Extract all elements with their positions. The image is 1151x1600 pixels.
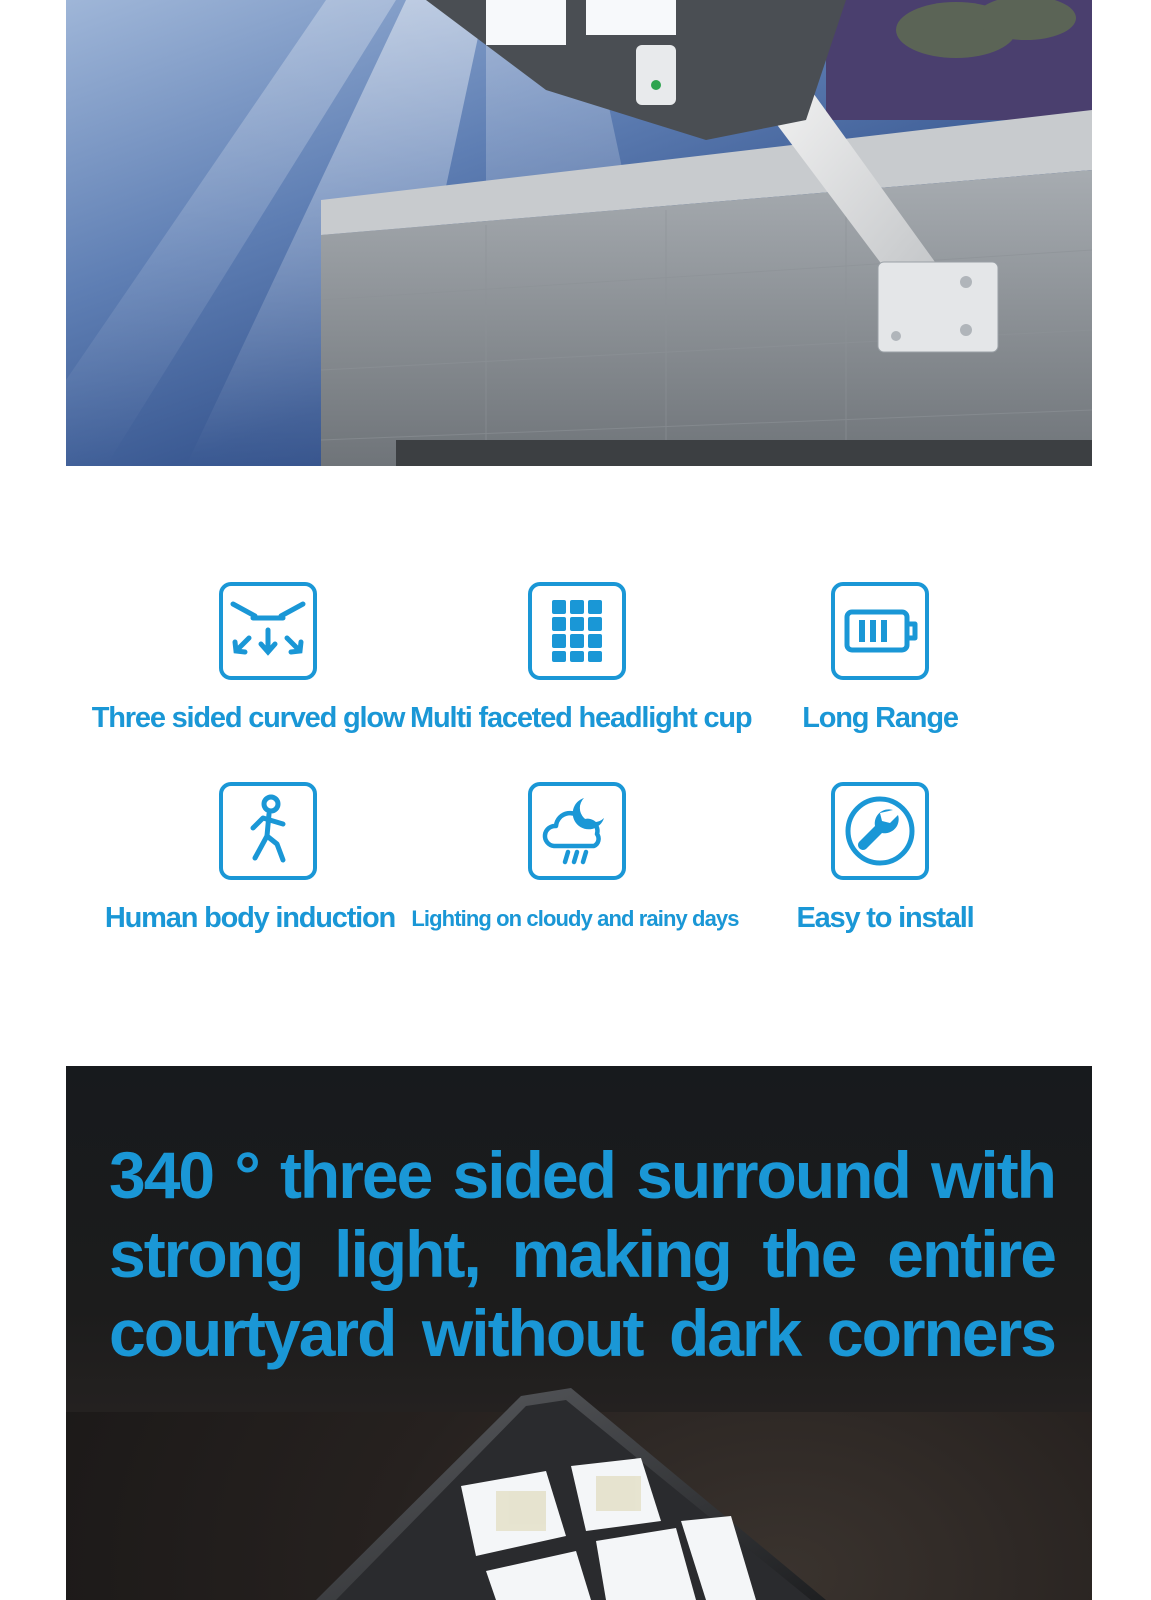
feature-label: Lighting on cloudy and rainy days	[411, 906, 739, 931]
feature-label: Long Range	[802, 702, 958, 734]
cloud-rain-moon-icon	[528, 782, 626, 880]
feature-label: Multi faceted headlight cup	[410, 702, 752, 734]
feature-label: Human body induction	[104, 902, 396, 934]
led-panel-grid-icon	[528, 582, 626, 680]
feature-label: Three sided curved glow	[91, 702, 405, 734]
three-sided-glow-icon	[219, 582, 317, 680]
banner-headline: 340 ° three sided surround with strong light, making the entire courtyard without dark corners	[109, 1138, 1055, 1370]
headline-banner	[66, 1066, 1092, 1600]
walking-person-icon	[219, 782, 317, 880]
wrench-icon	[831, 782, 929, 880]
battery-icon	[831, 582, 929, 680]
feature-label: Easy to install	[796, 902, 974, 934]
